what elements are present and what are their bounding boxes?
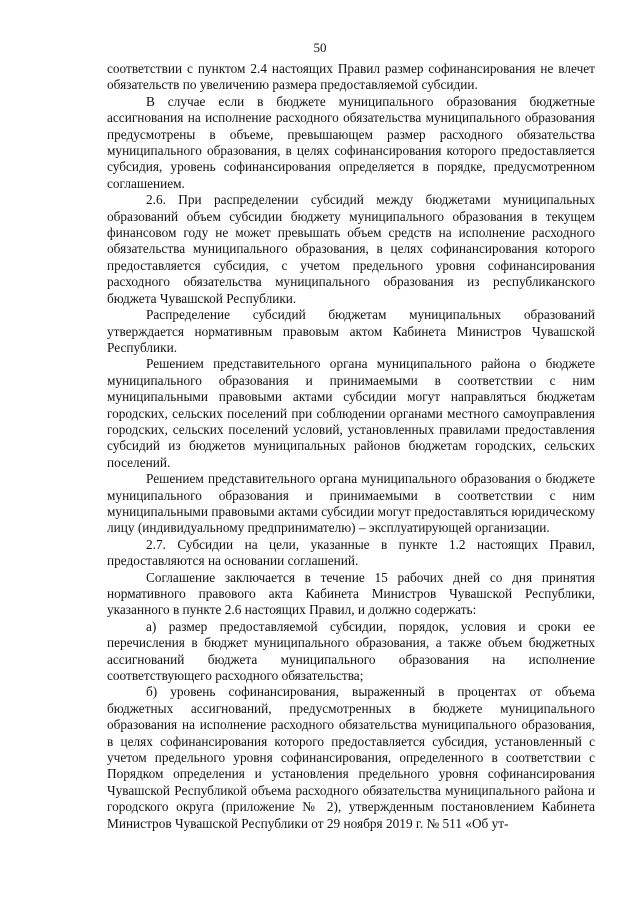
paragraph: соответствии с пунктом 2.4 настоящих Правил размер софинансирования не влечет обязательств по увеличению размера предоставляемой субсидии. bbox=[107, 61, 595, 93]
paragraph: Решением представительного органа муниципального района о бюджете муниципального образования и принимаемыми в соответствии с ним муниципальными правовыми актами субсидии могут направляться бюджетам городских, сельских поселений при соблюдении органами местного самоуправления городских, сельских поселений условий, установленных правилами предоставления субсидий из бюджетов муниципальных районов бюджетам городских, сельских поселений. bbox=[107, 356, 595, 470]
page-number: 50 bbox=[313, 40, 327, 55]
paragraph: В случае если в бюджете муниципального образования бюджетные ассигнования на исполнение расходного обязательства муниципального образования предусмотрены в объеме, превышающем размер расходного обязательства муниципального образования, в целях софинансирования которого предоставляется субсидия, уровень софинансирования определяется в порядке, предусмотренном соглашением. bbox=[107, 93, 595, 191]
paragraph: Решением представительного органа муниципального образования о бюджете муниципального образования и принимаемыми в соответствии с ним муниципальными правовыми актами субсидии могут предоставляться юридическому лицу (индивидуальному предпринимателю) – эксплуатирующей организации. bbox=[107, 471, 595, 536]
paragraph: Распределение субсидий бюджетам муниципальных образований утверждается нормативным правовым актом Кабинета Министров Чувашской Республики. bbox=[107, 307, 595, 355]
paragraph: 2.7. Субсидии на цели, указанные в пункте 1.2 настоящих Правил, предоставляются на основании соглашений. bbox=[107, 536, 595, 569]
document-body bbox=[107, 61, 595, 832]
paragraph: б) уровень софинансирования, выраженный в процентах от объема бюджетных ассигнований, предусмотренных в бюджете муниципального образования на исполнение расходного обязательства муниципального образования, в целях софинансирования которого предоставляется субсидия, установленный с учетом предельного уровня софинансирования, определенного в соответствии с Порядком определения и установления предельного уровня софинансирования Чувашской Республикой объема расходного обязательства муниципального района и городского округа (приложение № 2), утвержденным постановлением Кабинета Министров Чувашской Республики от 29 ноября 2019 г. № 511 «Об ут- bbox=[107, 684, 595, 831]
paragraph: Соглашение заключается в течение 15 рабочих дней со дня принятия нормативного правового акта Кабинета Министров Чувашской Республики, указанного в пункте 2.6 настоящих Правил, и должно содержать: bbox=[107, 569, 595, 618]
paragraph: 2.6. При распределении субсидий между бюджетами муниципальных образований объем субсидии бюджету муниципального образования в текущем финансовом году не может превышать объем средств на исполнение расходного обязательства муниципального образования, в целях софинансирования которого предоставляется субсидия, с учетом предельного уровня софинансирования расходного обязательства муниципального образования из республиканского бюджета Чувашской Республики. bbox=[107, 192, 595, 306]
paragraph: а) размер предоставляемой субсидии, порядок, условия и сроки ее перечисления в бюджет муниципального образования, а также объем бюджетных ассигнований бюджета муниципального образования на исполнение соответствующего расходного обязательства; bbox=[107, 618, 595, 684]
